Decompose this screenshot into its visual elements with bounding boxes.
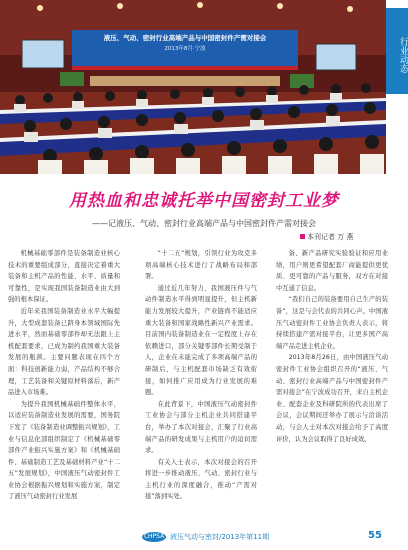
publisher-logo: CHPSA (143, 533, 165, 540)
publication-name: 液压气动与密封/2013年第11期 (170, 533, 270, 541)
conference-photo (0, 0, 386, 174)
article-column-1 (8, 248, 120, 503)
byline-marker-icon (300, 234, 305, 239)
section-tab: 行业动态 (386, 8, 408, 94)
article-column-2 (145, 248, 257, 503)
paragraph: “十二五”规划，引领行业为攻克多项高端核心技术进行了战略布局和部署。 (145, 250, 257, 281)
stage-banner-date: 2013年8月·宁波 (164, 46, 206, 52)
article-headline: 用热血和忠诚托举中国密封工业梦 (69, 191, 339, 211)
paragraph: 备、新产品研究实验验证和应用业绩，用户则更希望配套厂商能提供更优质、更可靠的产品与服务，双方在对接中互通了信息。 (276, 250, 388, 292)
paragraph: 有关人士表示，本次对接会的召开将进一步推动液压、气动、密封行业与主机行业的深度融合，推动“产需对接”落到实处。 (145, 458, 257, 501)
stage-banner-title: 液压、气动、密封行业高端产品与中国密封件产需对接会 (103, 34, 267, 42)
page-footer (0, 528, 408, 550)
article-column-3 (276, 248, 388, 445)
paragraph: 2013年8月26日，由中国液压气动密封件工业协会组织召开的“液压、气动、密封行业高端产品与中国密封件产需对接会”在宁波成功召开，来自主机企业、配套企业及科研院所的代表出席了会议，会议期间还举办了展示与洽谈活动，与会人士对本次对接会给予了高度评价，认为会议取得了良好成效。 (276, 354, 388, 443)
article-byline (300, 232, 353, 242)
paragraph: 为提升我国机械基础件整体水平，以适应装备制造业发展的需要，国务院下发了《装备制造业调整振兴规划》，工业与信息化部组织制定了《机械基础零部件产业振兴实施方案》和《机械基础件、基础制造工艺及基础材料产业“十二五”发展规划》，中国液压气动密封件工业协会根据振兴规划和实施方案，制定了液压气动密封行业发展 (8, 400, 120, 501)
paragraph: 机械基础零部件是装备制造业核心技术的重要组成部分，直接决定着重大装备和主机产品的性能、水平、质量和可靠性，是实现我国装备制造业由大到强的根本保证。 (8, 250, 120, 304)
paragraph: 通过近几年努力，我国液压件与气动件制造水平得到明显提升，但主机新能力发展较大提升，产业链尚不能适应重大装备和国家战略性新兴产业需求。目前国内装备制造业在一定程度上存在依赖进口，部分关键零部件长期受制于人，企业在未能完成了多项高端产品的研制后，与主机配套市场缺乏有效衔接，如何推广应用成为行业发展的难题。 (145, 284, 257, 397)
paragraph: 在此背景下，中国液压气动密封件工业协会与部分主机企业共同搭建平台，举办了本次对接会，汇聚了行业高端产品的研发成果与主机用户的迫切需求。 (145, 400, 257, 455)
byline-text: 本刊记者 万 燕 (307, 233, 354, 241)
paragraph: “我们自己的装备要用自己生产的装备”，这是与会代表的共同心声。中国液压气动密封件工业协会负责人表示，将持续搭建产需对接平台，让更多国产高端产品走进主机企业。 (276, 296, 388, 350)
article-subtitle: ——记液压、气动、密封行业高端产品与中国密封件产需对接会 (92, 219, 316, 228)
page-number: 55 (368, 530, 382, 541)
paragraph: 近年来我国装备制造业水平大幅提升，大型成套装备已跻身本领域国际先进水平，然而基础零部件却无法跟上主机配套要求，已成为制约我国重大装备发展的瓶颈。主要问题表现在四个方面：科技创新能力弱，产品结构不够合理，工艺装备和关键原材料落后，新产品进入市场难。 (8, 307, 120, 397)
